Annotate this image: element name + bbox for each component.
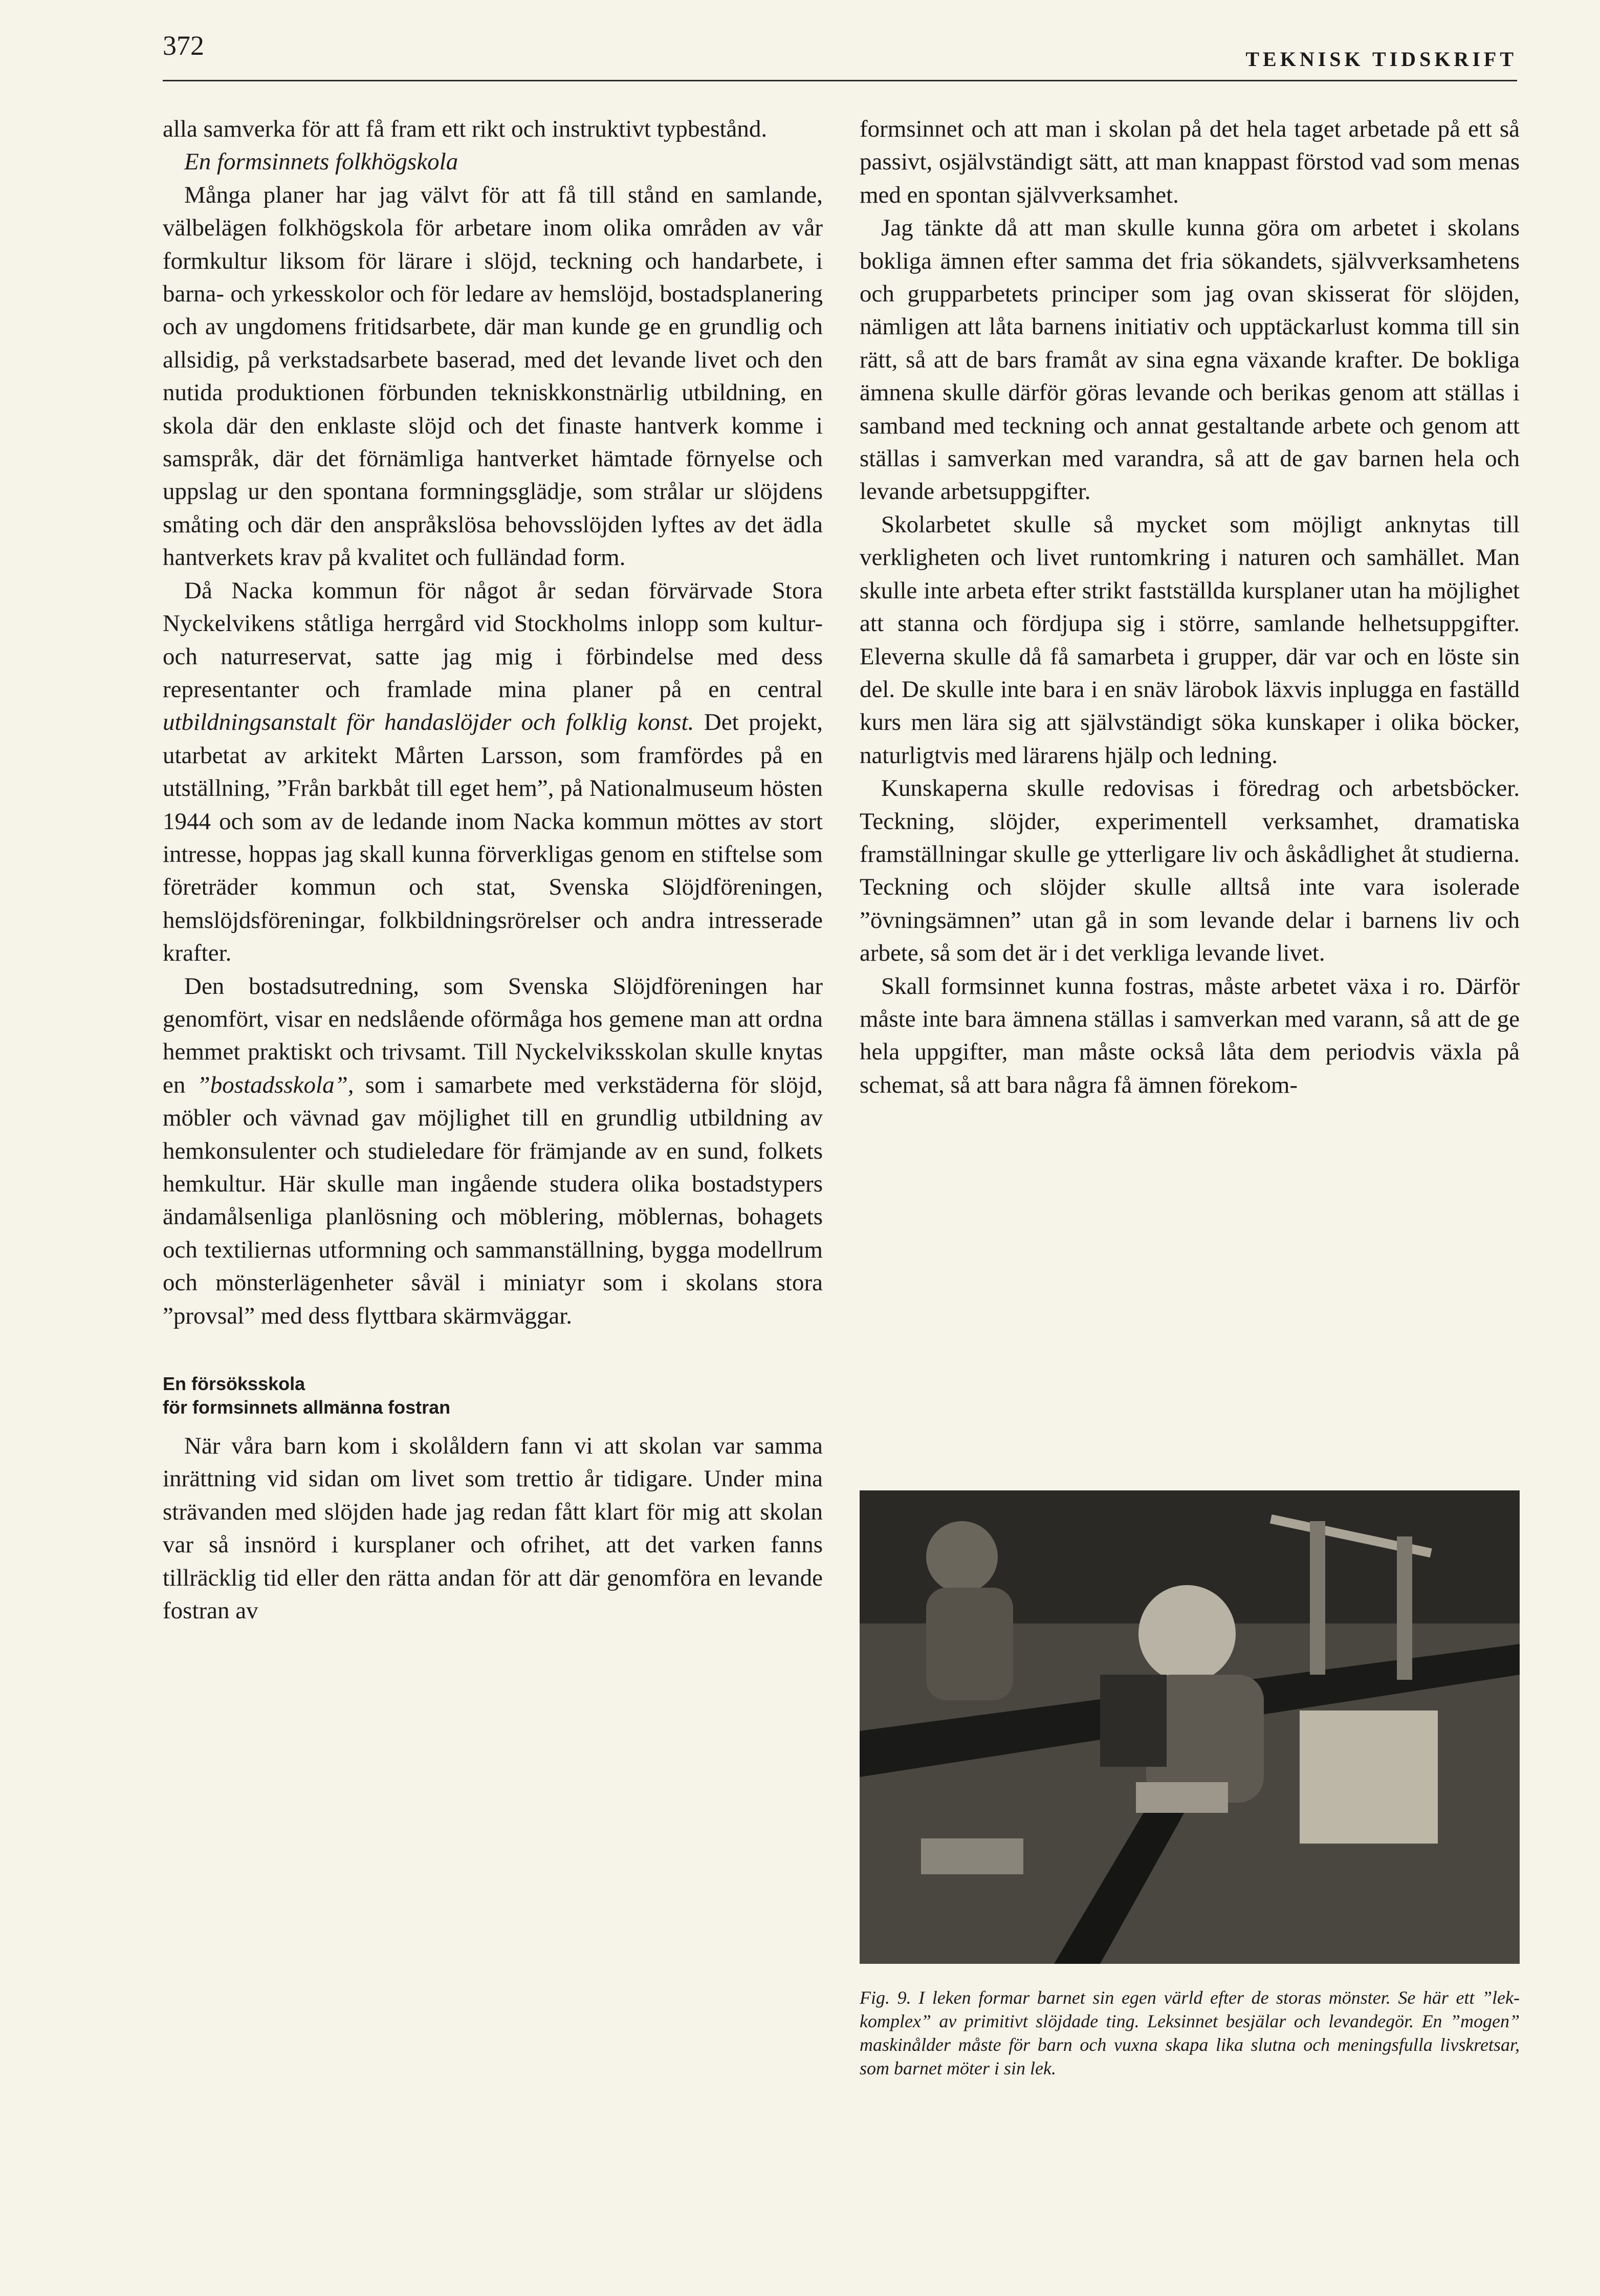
- subsection-heading-line: för formsinnets allmänna fostran: [163, 1397, 451, 1418]
- paragraph: [163, 970, 823, 1332]
- paragraph-continued: formsinnet och att man i skolan på det hela taget arbetade på ett så passivt, osjälvständigt sätt, att man knappast förstod vad som menas med en spontan självverksamhet.: [860, 116, 1520, 208]
- child-left-body: [926, 1588, 1013, 1700]
- toy-bridge-pillar: [1310, 1521, 1325, 1675]
- figure-caption: Fig. 9. I leken formar barnet sin egen värld efter de storas mönster. Se här ett ”lek-komplex” av primitivt slöjdade ting. Leksinnet besjälar och levandegör. En ”mogen” maskinålder måste för barn och vuxna skapa lika slutna och meningsfulla livskretsar, som barnet möter i sin lek.: [860, 1987, 1520, 2078]
- section-heading: En formsinnets folkhögskola: [184, 148, 458, 176]
- paragraph-text: Den bostadsutredning, som Svenska Slöjdföreningen har genomfört, visar en nedslående oförmåga hos gemene man att ordna hemmet praktiskt och trivsamt. Till Nyckelviksskolan skulle knytas en: [163, 972, 823, 1098]
- left-column: [163, 113, 823, 1627]
- paragraph: Skolarbetet skulle så mycket som möjligt anknytas till verkligheten och livet runtomkring i naturen och samhället. Man skulle inte arbeta efter strikt fastställda kursplaner utan ha möjlighet att stanna och fördjupa sig i större, samlande helhetsuppgifter. Eleverna skulle då få samarbeta i grupper, där var och en löste sin del. De skulle inte bara i en snäv lärobok läxvis inplugga en faställd kurs men lära sig att självständigt söka kunskaper i olika böcker, naturligtvis med lärarens hjälp och ledning.: [860, 511, 1520, 769]
- journal-title: TEKNISK TIDSKRIFT: [1245, 48, 1517, 71]
- figure-photo: [860, 1490, 1520, 1964]
- page-header: [0, 0, 1600, 82]
- paragraph: Skall formsinnet kunna fostras, måste arbetet växa i ro. Därför måste inte bara ämnena ställas i samverkan med varann, så att de ge hela uppgifter, man måste också låta dem periodvis växla på schemat, så att bara några få ämnen förekom-: [860, 972, 1520, 1098]
- paragraph: [163, 574, 823, 970]
- emphasis-text: ”bostadsskola”,: [196, 1071, 354, 1098]
- toy-building-light: [1300, 1710, 1438, 1844]
- paragraph: Många planer har jag välvt för att få till stånd en samlande, välbelägen folkhögskola för arbetare inom olika områden av vår formkultur liksom för lärare i slöjd, teckning och handarbete, i barna- och yrkesskolor och för ledare av hemslöjd, bostadsplanering och av ungdomens fritidsarbete, där man kunde ge en grundlig och allsidig, på verkstadsarbete baserad, med det levande livet och den nutida produktionen förbunden tekniskkonstnärlig utbildning, en skola där den enklaste slöjd och det finaste hantverk komme i samspråk, där det förnämliga hantverket hämtade förnyelse och uppslag ur den spontana formningsglädje, som strålar ur slöjdens småting och där den anspråkslösa behovsslöjden lyftes av det ädla hantverkets krav på kvalitet och fulländad form.: [163, 181, 823, 571]
- paragraph-text: Då Nacka kommun för något år sedan förvärvade Stora Nyckelvikens ståtliga herrgård vid Stockholms inlopp som kultur- och naturreservat, satte jag mig i förbindelse med dess representanter och framlade mina planer på en central: [163, 577, 823, 703]
- subsection-heading: [163, 1372, 823, 1419]
- toy-vehicle: [1136, 1782, 1228, 1813]
- paragraph-text: som i samarbete med verkstäderna för slöjd, möbler och vävnad gav möjlighet till en grundlig utbildning av hemkonsulenter och studieledare för främjande av en sund, folkets hemkultur. Här skulle man ingående studera olika bostadstypers ändamålsenliga planlösning och möblering, möblernas, bohagets och textiliernas utformning och sammanställning, bygga modellrum och mönsterlägenheter såväl i miniatyr som i skolans stora ”provsal” med dess flyttbara skärmväggar.: [163, 1071, 823, 1329]
- subsection-heading-line: En försöksskola: [163, 1373, 305, 1395]
- paragraph-continued: alla samverka för att få fram ett rikt och instruktivt typbestånd.: [163, 116, 768, 142]
- toy-building-dark: [1100, 1675, 1167, 1767]
- toy-vehicle: [921, 1838, 1023, 1874]
- header-rule: [163, 80, 1517, 81]
- emphasis-text: utbildningsanstalt för handaslöjder och folklig konst.: [163, 709, 694, 736]
- page-number: 372: [163, 30, 204, 61]
- paragraph: Kunskaperna skulle redovisas i föredrag och arbetsböcker. Teckning, slöjder, experimentell verksamhet, dramatiska framställningar skulle ge ytterligare liv och åskådlighet åt studierna. Teckning och slöjder skulle alltså inte vara isolerade ”övningsämnen” utan gå in som levande delar i barnens liv och arbete, så som det är i det verkliga levande livet.: [860, 775, 1520, 967]
- toy-bridge-pillar: [1397, 1536, 1412, 1680]
- right-column: [860, 113, 1520, 1101]
- paragraph: När våra barn kom i skolåldern fann vi att skolan var samma inrättning vid sidan om livet som trettio år tidigare. Under mina strävanden med slöjden hade jag redan fått klart för mig att skolan var så insnörd i kursplaner och ofrihet, att det varken fanns tillräcklig tid eller den rätta andan för att där genomföra en levande fostran av: [163, 1433, 823, 1624]
- child-left-head: [926, 1521, 998, 1593]
- paragraph: Jag tänkte då att man skulle kunna göra om arbetet i skolans bokliga ämnen efter samma det fria sökandets, självverksamhetens och grupparbetets principer som jag ovan skisserat för slöjden, nämligen att låta barnens initiativ och upptäckarlust komma till sin rätt, så att de bars framåt av sina egna växande krafter. De bokliga ämnena skulle därför göras levande och berikas genom att ställas i samband med teckning och annat gestaltande arbete och genom att ställas i samverkan med varandra, så att de gav barnen hela och levande arbetsuppgifter.: [860, 214, 1520, 505]
- paragraph-text: Det projekt, utarbetat av arkitekt Mårten Larsson, som framfördes på en utställning, ”Från barkbåt till eget hem”, på Nationalmuseum hösten 1944 och som av de ledande inom Nacka kommun möttes av stort intresse, hoppas jag skall kunna förverkligas genom en stiftelse som företräder kommun och stat, Svenska Slöjdföreningen, hemslöjdsföreningar, folkbildningsrörelser och andra intresserade krafter.: [163, 709, 823, 967]
- children-playing-photo: [860, 1490, 1520, 1964]
- child-right-head: [1138, 1585, 1236, 1682]
